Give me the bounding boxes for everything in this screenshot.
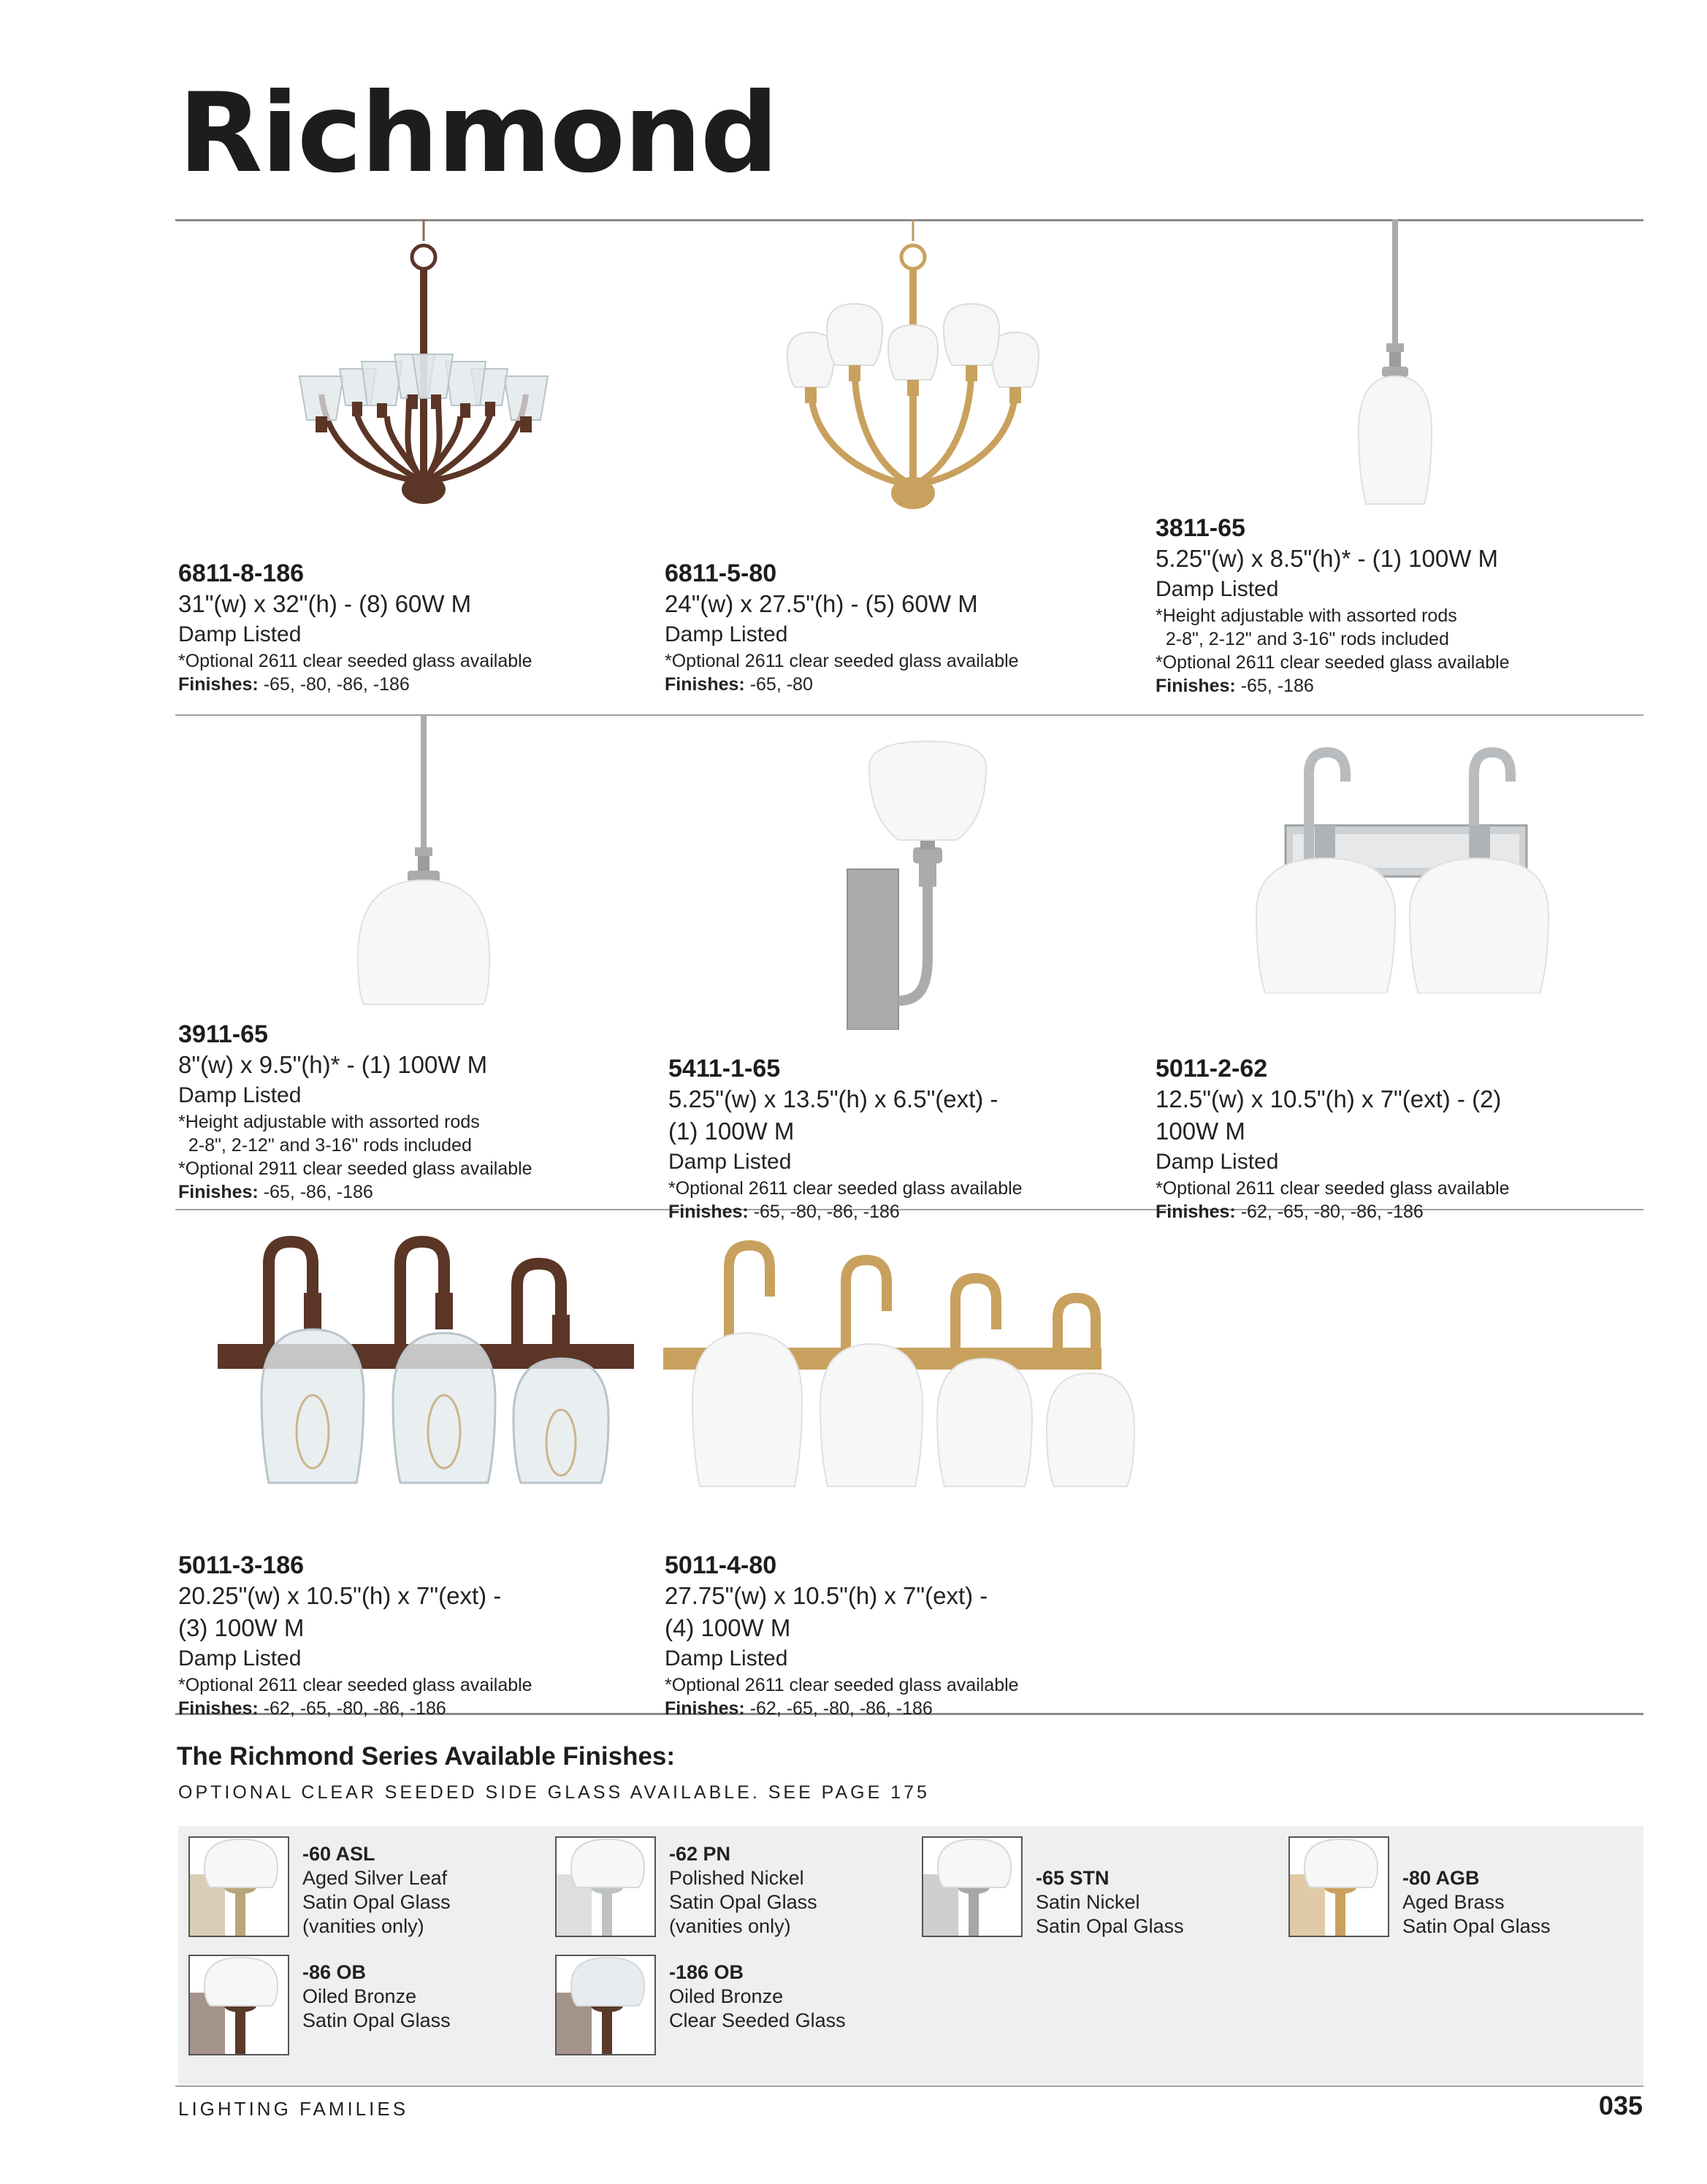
finish-line: Oiled Bronze <box>669 1985 784 2007</box>
finishes-line: Finishes: -65, -186 <box>1156 676 1314 696</box>
damp-listed: Damp Listed <box>178 622 302 646</box>
finish-code: -80 AGB <box>1402 1867 1480 1889</box>
vanity-4-light-image <box>663 1238 1160 1501</box>
finish-thumbnail <box>922 1836 1023 1937</box>
finishes-line: Finishes: -62, -65, -80, -86, -186 <box>665 1698 933 1719</box>
product-note: *Optional 2611 clear seeded glass available <box>1156 652 1510 673</box>
finishes-line: Finishes: -65, -80, -86, -186 <box>668 1202 900 1222</box>
product-note: *Height adjustable with assorted rods <box>1156 606 1457 626</box>
finish-swatch-62-pn <box>545 1826 910 1936</box>
vanity-2-light-image <box>1242 745 1563 993</box>
finishes-heading: The Richmond Series Available Finishes: <box>177 1742 676 1771</box>
finish-line: Oiled Bronze <box>302 1985 417 2007</box>
product-note: *Optional 2611 clear seeded glass available <box>1156 1178 1510 1199</box>
finishes-line: Finishes: -62, -65, -80, -86, -186 <box>1156 1202 1424 1222</box>
vanity-3-light-image <box>218 1234 634 1497</box>
product-code: 5411-1-65 <box>668 1055 781 1083</box>
product-code: 5011-2-62 <box>1156 1055 1268 1083</box>
damp-listed: Damp Listed <box>665 1646 788 1671</box>
finish-line: Satin Opal Glass <box>669 1891 817 1913</box>
finish-swatch-65-stn <box>912 1826 1277 1936</box>
product-code: 5011-3-186 <box>178 1551 305 1579</box>
finish-code: -60 ASL <box>302 1843 375 1865</box>
finish-line: Satin Opal Glass <box>302 1891 451 1913</box>
product-note: *Optional 2611 clear seeded glass available <box>665 651 1019 671</box>
product-dimensions: 12.5"(w) x 10.5"(h) x 7"(ext) - (2) 100W M <box>1156 1085 1502 1145</box>
damp-listed: Damp Listed <box>665 622 788 646</box>
finish-swatch-80-agb <box>1278 1826 1643 1936</box>
finish-line: (vanities only) <box>302 1915 424 1937</box>
product-code: 6811-8-186 <box>178 560 305 587</box>
product-code: 3811-65 <box>1156 514 1245 542</box>
finish-line: Satin Opal Glass <box>302 2009 451 2031</box>
finish-code: -86 OB <box>302 1961 367 1983</box>
finishes-line: Finishes: -65, -80 <box>665 674 813 695</box>
finish-line: Aged Brass <box>1402 1891 1505 1913</box>
finish-code: -65 STN <box>1036 1867 1110 1889</box>
finishes-line: Finishes: -62, -65, -80, -86, -186 <box>178 1698 446 1719</box>
page-title: Richmond <box>178 70 778 197</box>
product-note: 2-8", 2-12" and 3-16" rods included <box>1156 629 1449 649</box>
product-note: *Optional 2911 clear seeded glass available <box>178 1158 532 1179</box>
damp-listed: Damp Listed <box>668 1150 792 1174</box>
product-note: *Optional 2611 clear seeded glass available <box>178 1675 532 1695</box>
finish-line: Satin Opal Glass <box>1402 1915 1551 1937</box>
finish-thumbnail <box>188 1955 289 2055</box>
pendant-3911-image <box>351 716 497 1023</box>
finish-line: Satin Nickel <box>1036 1891 1140 1913</box>
product-dimensions: 20.25"(w) x 10.5"(h) x 7"(ext) - (3) 100W M <box>178 1582 502 1641</box>
product-dimensions: 8"(w) x 9.5"(h)* - (1) 100W M <box>178 1051 488 1078</box>
product-note: 2-8", 2-12" and 3-16" rods included <box>178 1135 472 1156</box>
finishes-line: Finishes: -65, -80, -86, -186 <box>178 674 410 695</box>
footer-section-label: LIGHTING FAMILIES <box>178 2098 409 2120</box>
finishes-line: Finishes: -65, -86, -186 <box>178 1182 373 1202</box>
finishes-panel <box>178 1826 1643 2085</box>
product-dimensions: 31"(w) x 32"(h) - (8) 60W M <box>178 590 472 617</box>
product-note: *Height adjustable with assorted rods <box>178 1112 480 1132</box>
finish-line: (vanities only) <box>669 1915 791 1937</box>
product-dimensions: 5.25"(w) x 8.5"(h)* - (1) 100W M <box>1156 545 1499 572</box>
finish-swatch-60-asl <box>178 1826 543 1936</box>
product-code: 6811-5-80 <box>665 560 777 587</box>
divider <box>175 2085 1643 2087</box>
finish-line: Polished Nickel <box>669 1867 804 1889</box>
finish-thumbnail <box>555 1836 656 1937</box>
damp-listed: Damp Listed <box>1156 1150 1279 1174</box>
damp-listed: Damp Listed <box>178 1646 302 1671</box>
product-dimensions: 24"(w) x 27.5"(h) - (5) 60W M <box>665 590 978 617</box>
product-note: *Optional 2611 clear seeded glass available <box>178 651 532 671</box>
page-number: 035 <box>1598 2091 1643 2120</box>
damp-listed: Damp Listed <box>1156 577 1279 601</box>
finish-code: -186 OB <box>669 1961 744 1983</box>
finish-thumbnail <box>1288 1836 1389 1937</box>
finish-thumbnail <box>555 1955 656 2055</box>
finishes-subheading: OPTIONAL CLEAR SEEDED SIDE GLASS AVAILABLE. SEE PAGE 175 <box>178 1782 930 1803</box>
product-note: *Optional 2611 clear seeded glass available <box>668 1178 1023 1199</box>
pendant-3811-image <box>1337 219 1454 511</box>
finish-swatch-186-ob <box>545 1944 910 2054</box>
finish-code: -62 PN <box>669 1843 731 1865</box>
product-note: *Optional 2611 clear seeded glass available <box>665 1675 1019 1695</box>
chandelier-8-light-image <box>285 219 562 541</box>
finish-line: Clear Seeded Glass <box>669 2009 846 2031</box>
product-code: 3911-65 <box>178 1020 268 1048</box>
finish-swatch-86-ob <box>178 1944 543 2054</box>
wall-sconce-image <box>840 738 1001 1030</box>
chandelier-5-light-image <box>782 219 1045 541</box>
finish-line: Satin Opal Glass <box>1036 1915 1184 1937</box>
finish-thumbnail <box>188 1836 289 1937</box>
product-code: 5011-4-80 <box>665 1551 777 1579</box>
finish-line: Aged Silver Leaf <box>302 1867 448 1889</box>
damp-listed: Damp Listed <box>178 1083 302 1107</box>
product-dimensions: 5.25"(w) x 13.5"(h) x 6.5"(ext) - (1) 100W M <box>668 1085 998 1145</box>
product-dimensions: 27.75"(w) x 10.5"(h) x 7"(ext) - (4) 100W M <box>665 1582 988 1641</box>
